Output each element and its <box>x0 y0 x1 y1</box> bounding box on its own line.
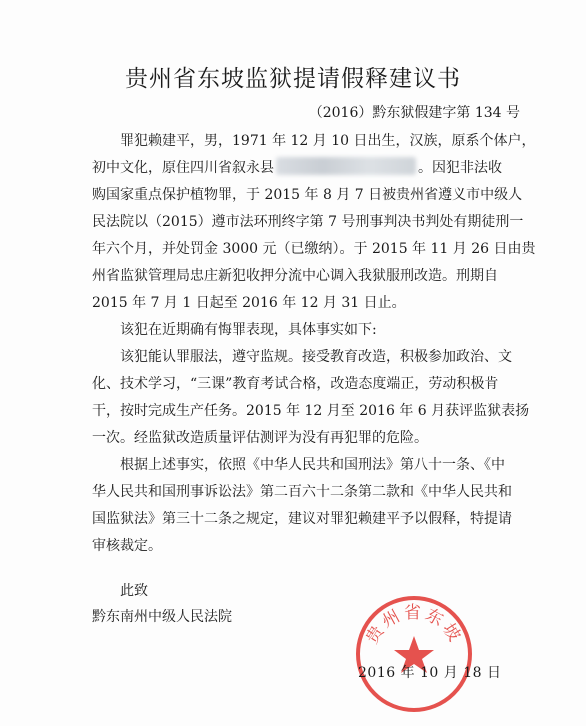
text-line: 国监狱法》第三十二条之规定，建议对罪犯赖建平予以假释，特提请 <box>92 511 512 527</box>
document-date: 2016 年 10 月 18 日 <box>358 665 502 681</box>
text-line: 罪犯赖建平，男，1971 年 12 月 10 日出生，汉族，原系个体户， <box>120 133 536 149</box>
document-title: 贵州省东坡监狱提请假释建议书 <box>125 66 461 92</box>
closing-salutation: 此致 <box>120 583 148 599</box>
text-line: 干，按时完成生产任务。2015 年 12 月至 2016 年 6 月获评监狱表扬 <box>92 403 530 419</box>
text-line: 一次。经监狱改造质量评估测评为没有再犯罪的危险。 <box>92 430 428 446</box>
paragraph-offender-info <box>92 128 536 317</box>
seal-text: 贵州省东坡 <box>362 603 466 648</box>
text-line: 该犯能认罪服法，遵守监规。接受教育改造，积极参加政治、文 <box>120 349 512 365</box>
text-line: 化、技术学习，“三课”教育考试合格，改造态度端正，劳动积极肯 <box>92 376 499 392</box>
paragraph-intro: 该犯在近期确有悔罪表现，具体事实如下: <box>120 322 377 338</box>
text-line: 审核裁定。 <box>92 538 162 554</box>
text-line: 年六个月，并处罚金 3000 元（已缴纳）。于 2015 年 11 月 26 日由贵 <box>92 241 536 257</box>
paragraph-basis <box>92 452 524 560</box>
text-line: 民法院以（2015）遵市法环刑终字第 7 号刑事判决书判处有期徒刑一 <box>92 214 524 230</box>
document-number: （2016）黔东狱假建字第 134 号 <box>308 105 520 121</box>
document-body <box>92 128 536 560</box>
text-line: 州省监狱管理局忠庄新犯收押分流中心调入我狱服刑改造。刑期自 <box>92 268 498 284</box>
text-segment: 。因犯非法收 <box>418 160 502 176</box>
paragraph-facts <box>92 344 530 452</box>
official-seal <box>352 592 476 716</box>
recipient-court: 黔东南州中级人民法院 <box>92 609 232 625</box>
text-line <box>92 155 524 182</box>
text-segment: 初中文化，原住四川省叙永县 <box>92 160 274 176</box>
text-line: 购国家重点保护植物罪，于 2015 年 8 月 7 日被贵州省遵义市中级人 <box>92 187 523 203</box>
text-line: 根据上述事实，依照《中华人民共和国刑法》第八十一条、《中 <box>120 457 505 473</box>
text-line: 华人民共和国刑事诉讼法》第二百六十二条第二款和《中华人民共和 <box>92 484 512 500</box>
redacted-address <box>276 157 416 175</box>
text-line: 2015 年 7 月 1 日起至 2016 年 12 月 31 日止。 <box>92 295 406 311</box>
